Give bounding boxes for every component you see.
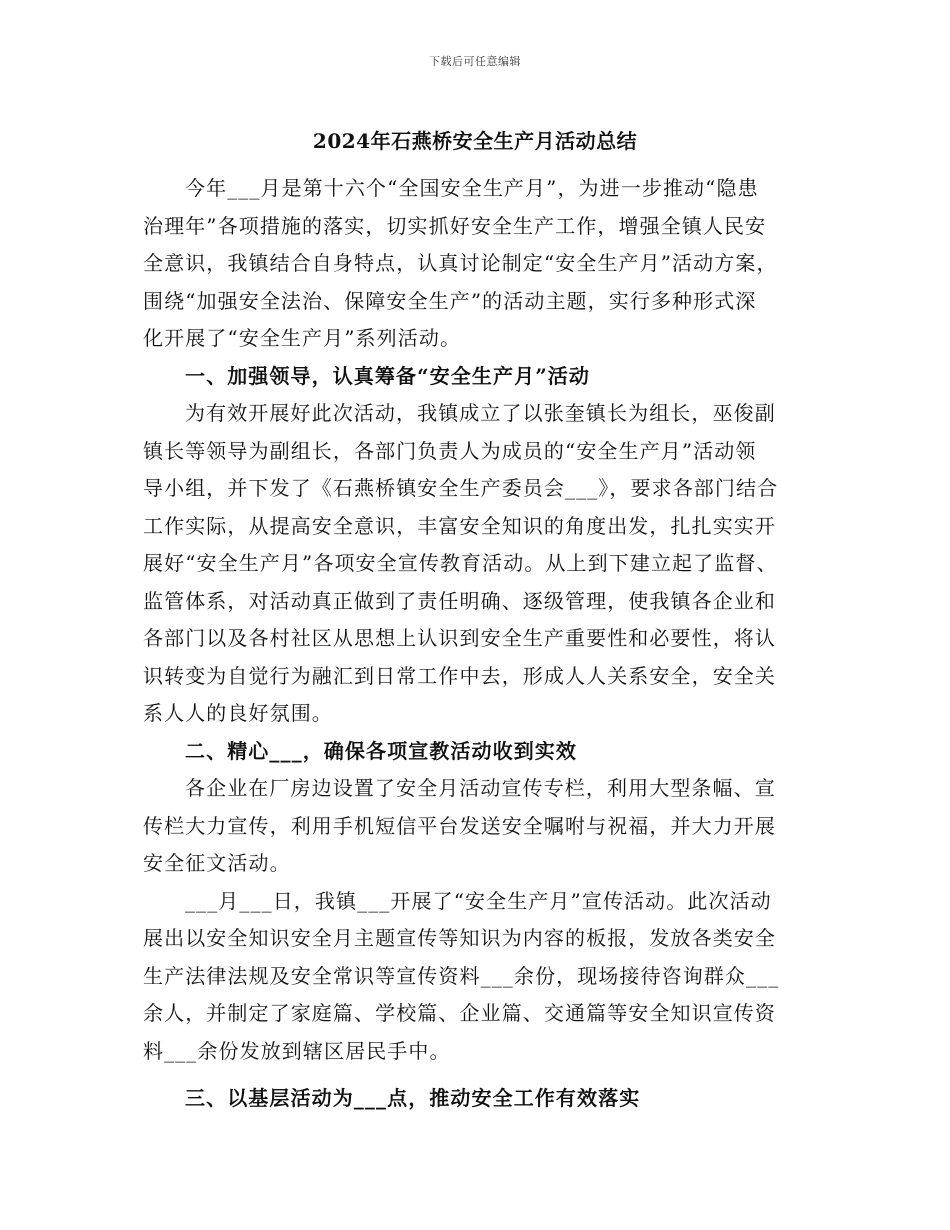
- text-line: 系人人的良好氛围。: [143, 701, 333, 725]
- text-line: 围绕“加强安全法治、保障安全生产”的活动主题，实行多种形式深: [143, 288, 757, 313]
- text-line: 展出以安全知识安全月主题宣传等知识为内容的板报，发放各类安全: [143, 926, 776, 950]
- text-line: 安全征文活动。: [143, 851, 291, 875]
- intro-paragraph: [143, 170, 811, 358]
- text-line: 今年___月是第十六个“全国安全生产月”，为进一步推动“隐患: [185, 176, 759, 200]
- text-line: 料___余份发放到辖区居民手中。: [143, 1038, 451, 1063]
- text-line: ___月___日，我镇___开展了“安全生产月”宣传活动。此次活动: [185, 888, 772, 913]
- section-heading-2: 二、精心___，确保各项宣教活动收到实效: [185, 738, 577, 763]
- text-line: 化开展了“安全生产月”系列活动。: [143, 326, 462, 350]
- section-heading-3: 三、以基层活动为___点，推动安全工作有效落实: [185, 1086, 641, 1110]
- text-line: 治理年”各项措施的落实，切实抓好安全生产工作，增强全镇人民安: [143, 213, 767, 238]
- text-line: 为有效开展好此次活动，我镇成立了以张奎镇长为组长，巫俊副: [185, 401, 776, 425]
- section-1-paragraph: [143, 395, 811, 733]
- section-heading-1: 一、加强领导，认真筹备“安全生产月”活动: [185, 363, 591, 388]
- text-line: 传栏大力宣传，利用手机短信平台发送安全嘱咐与祝福，并大力开展: [143, 813, 776, 838]
- text-line: 各企业在厂房边设置了安全月活动宣传专栏，利用大型条幅、宣: [185, 776, 776, 800]
- section-2-paragraph-1: [143, 770, 811, 883]
- section-2-paragraph-2: [143, 883, 811, 1071]
- text-line: 监管体系，对活动真正做到了责任明确、逐级管理，使我镇各企业和: [143, 588, 776, 613]
- text-line: 识转变为自觉行为融汇到日常工作中去，形成人人关系安全，安全关: [143, 663, 776, 688]
- header-note: 下载后可任意编辑: [429, 55, 521, 68]
- text-line: 展好“安全生产月”各项安全宣传教育活动。从上到下建立起了监督、: [143, 551, 778, 575]
- text-line: 工作实际，从提高安全意识，丰富安全知识的角度出发，扎扎实实开: [143, 513, 776, 538]
- document-title: 2024年石燕桥安全生产月活动总结: [312, 129, 638, 153]
- text-line: 生产法律法规及安全常识等宣传资料___余份，现场接待咨询群众___: [143, 963, 780, 988]
- text-line: 导小组，并下发了《石燕桥镇安全生产委员会___》，要求各部门结合: [143, 476, 779, 500]
- text-line: 余人，并制定了家庭篇、学校篇、企业篇、交通篇等安全知识宣传资: [143, 1001, 776, 1025]
- text-line: 全意识，我镇结合自身特点，认真讨论制定“安全生产月”活动方案，: [143, 251, 778, 275]
- text-line: 各部门以及各村社区从思想上认识到安全生产重要性和必要性，将认: [143, 626, 776, 650]
- document-body: [143, 170, 811, 1118]
- text-line: 镇长等领导为副组长，各部门负责人为成员的“安全生产月”活动领: [143, 438, 757, 463]
